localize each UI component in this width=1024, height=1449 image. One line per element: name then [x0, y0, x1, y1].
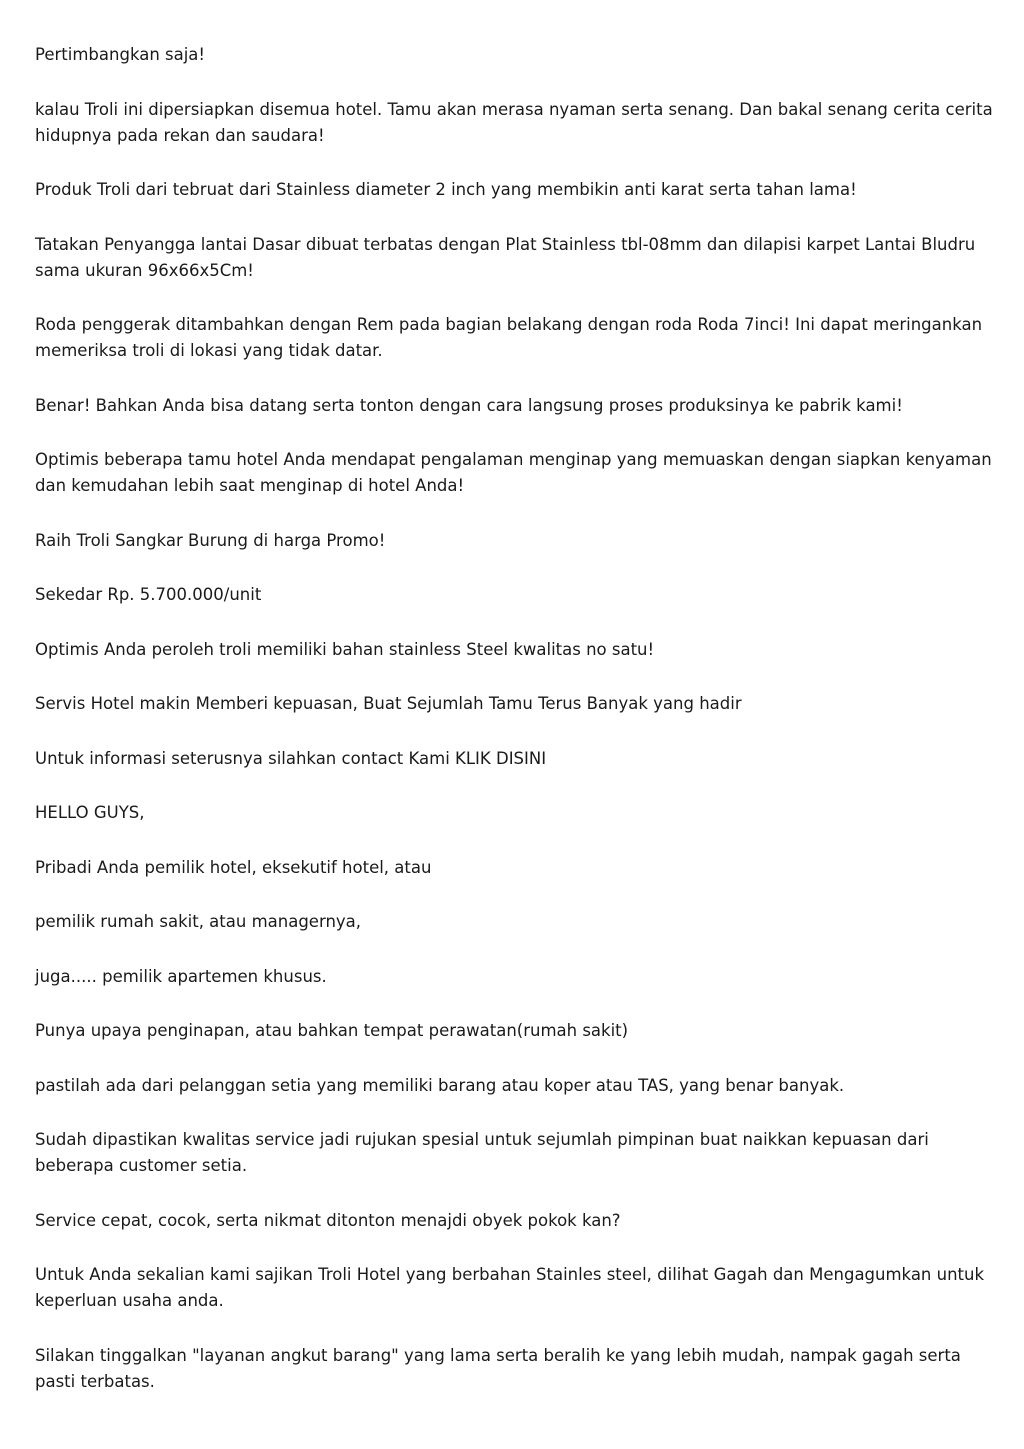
paragraph-7: Optimis beberapa tamu hotel Anda mendapat pengalaman menginap yang memuaskan dengan siapkan kenyaman dan kemudahan lebih saat menginap di hotel Anda! — [35, 450, 992, 495]
paragraph-20: Service cepat, cocok, serta nikmat ditonton menajdi obyek pokok kan? — [35, 1210, 621, 1230]
paragraph-1: Pertimbangkan saja! — [35, 45, 206, 64]
paragraph-11: Servis Hotel makin Memberi kepuasan, Buat Sejumlah Tamu Terus Banyak yang hadir — [35, 694, 742, 713]
document-body — [35, 42, 995, 1423]
paragraph-2: kalau Troli ini dipersiapkan disemua hotel. Tamu akan merasa nyaman serta senang. Dan bakal senang cerita cerita hidupnya pada rekan dan saudara! — [35, 99, 993, 145]
paragraph-14: Pribadi Anda pemilik hotel, eksekutif hotel, atau — [35, 857, 432, 877]
contact-paragraph: Untuk informasi seterusnya silahkan contact Kami KLIK DISINI — [35, 748, 547, 768]
paragraph-8: Raih Troli Sangkar Burung di harga Promo! — [35, 530, 386, 550]
greeting-paragraph: HELLO GUYS, — [35, 803, 145, 822]
paragraph-5: Roda penggerak ditambahkan dengan Rem pada bagian belakang dengan roda Roda 7inci! Ini dapat meringankan memeriksa troli di lokasi yang tidak datar. — [35, 315, 983, 360]
paragraph-10: Optimis Anda peroleh troli memiliki bahan stainless Steel kwalitas no satu! — [35, 639, 655, 659]
paragraph-19: Sudah dipastikan kwalitas service jadi rujukan spesial untuk sejumlah pimpinan buat naikkan kepuasan dari beberapa customer setia. — [35, 1130, 929, 1175]
paragraph-15: pemilik rumah sakit, atau managernya, — [35, 912, 362, 931]
paragraph-17: Punya upaya penginapan, atau bahkan tempat perawatan(rumah sakit) — [35, 1021, 629, 1040]
paragraph-4: Tatakan Penyangga lantai Dasar dibuat terbatas dengan Plat Stainless tbl-08mm dan dilapisi karpet Lantai Bludru sama ukuran 96x66x5Cm! — [35, 234, 976, 280]
paragraph-16: juga..... pemilik apartemen khusus. — [35, 966, 327, 986]
paragraph-6: Benar! Bahkan Anda bisa datang serta tonton dengan cara langsung proses produksinya ke pabrik kami! — [35, 395, 903, 415]
price-paragraph: Sekedar Rp. 5.700.000/unit — [35, 585, 262, 604]
paragraph-22: Silakan tinggalkan "layanan angkut barang" yang lama serta beralih ke yang lebih mudah, nampak gagah serta pasti terbatas. — [35, 1345, 961, 1391]
paragraph-18: pastilah ada dari pelanggan setia yang memiliki barang atau koper atau TAS, yang benar banyak. — [35, 1075, 845, 1095]
paragraph-21: Untuk Anda sekalian kami sajikan Troli Hotel yang berbahan Stainles steel, dilihat Gagah dan Mengagumkan untuk keperluan usaha anda. — [35, 1265, 985, 1310]
paragraph-3: Produk Troli dari tebruat dari Stainless diameter 2 inch yang membikin anti karat serta tahan lama! — [35, 180, 857, 199]
